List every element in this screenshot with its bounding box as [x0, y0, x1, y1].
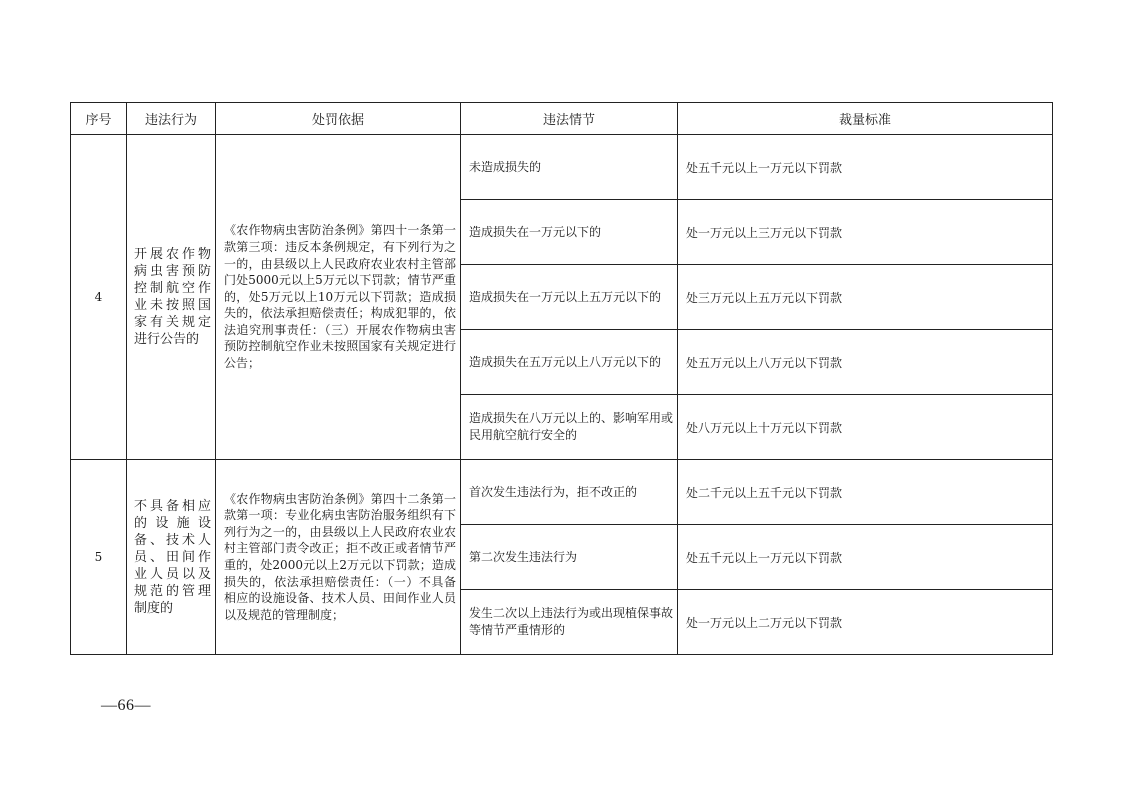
- table-row: [71, 460, 1053, 525]
- row-seq: 4: [71, 135, 127, 460]
- penalty-table: [70, 102, 1053, 655]
- header-basis: 处罚依据: [216, 103, 461, 135]
- row-act: 开展农作物病虫害预防控制航空作业未按照国家有关规定进行公告的: [127, 135, 216, 460]
- row-circumstance: 造成损失在一万元以下的: [461, 200, 678, 265]
- row-standard: 处五万元以上八万元以下罚款: [678, 330, 1053, 395]
- header-circumstance: 违法情节: [461, 103, 678, 135]
- row-circumstance: 第二次发生违法行为: [461, 525, 678, 590]
- header-row: [71, 103, 1053, 135]
- row-basis: 《农作物病虫害防治条例》第四十二条第一款第一项：专业化病虫害防治服务组织有下列行为之一的，由县级以上人民政府农业农村主管部门责令改正；拒不改正或者情节严重的，处2000元以上2万元以下罚款；造成损失的，依法承担赔偿责任：（一）不具备相应的设施设备、技术人员、田间作业人员以及规范的管理制度；: [216, 460, 461, 655]
- table-row: [71, 135, 1053, 200]
- row-standard: 处五千元以上一万元以下罚款: [678, 525, 1053, 590]
- row-circumstance: 首次发生违法行为，拒不改正的: [461, 460, 678, 525]
- header-seq: 序号: [71, 103, 127, 135]
- row-circumstance: 未造成损失的: [461, 135, 678, 200]
- row-circumstance: 造成损失在五万元以上八万元以下的: [461, 330, 678, 395]
- row-circumstance: 造成损失在一万元以上五万元以下的: [461, 265, 678, 330]
- header-standard: 裁量标准: [678, 103, 1053, 135]
- page-number: —66—: [101, 697, 151, 714]
- row-standard: 处三万元以上五万元以下罚款: [678, 265, 1053, 330]
- row-act: 不具备相应的设施设备、技术人员、田间作业人员以及规范的管理制度的: [127, 460, 216, 655]
- row-circumstance: 造成损失在八万元以上的、影响军用或民用航空航行安全的: [461, 395, 678, 460]
- row-standard: 处一万元以上二万元以下罚款: [678, 590, 1053, 655]
- row-basis: 《农作物病虫害防治条例》第四十一条第一款第三项：违反本条例规定，有下列行为之一的，由县级以上人民政府农业农村主管部门处5000元以上5万元以下罚款；情节严重的，处5万元以上10万元以下罚款；造成损失的，依法承担赔偿责任；构成犯罪的，依法追究刑事责任：（三）开展农作物病虫害预防控制航空作业未按照国家有关规定进行公告；: [216, 135, 461, 460]
- row-standard: 处八万元以上十万元以下罚款: [678, 395, 1053, 460]
- row-standard: 处二千元以上五千元以下罚款: [678, 460, 1053, 525]
- row-standard: 处一万元以上三万元以下罚款: [678, 200, 1053, 265]
- header-act: 违法行为: [127, 103, 216, 135]
- row-standard: 处五千元以上一万元以下罚款: [678, 135, 1053, 200]
- row-seq: 5: [71, 460, 127, 655]
- row-circumstance: 发生二次以上违法行为或出现植保事故等情节严重情形的: [461, 590, 678, 655]
